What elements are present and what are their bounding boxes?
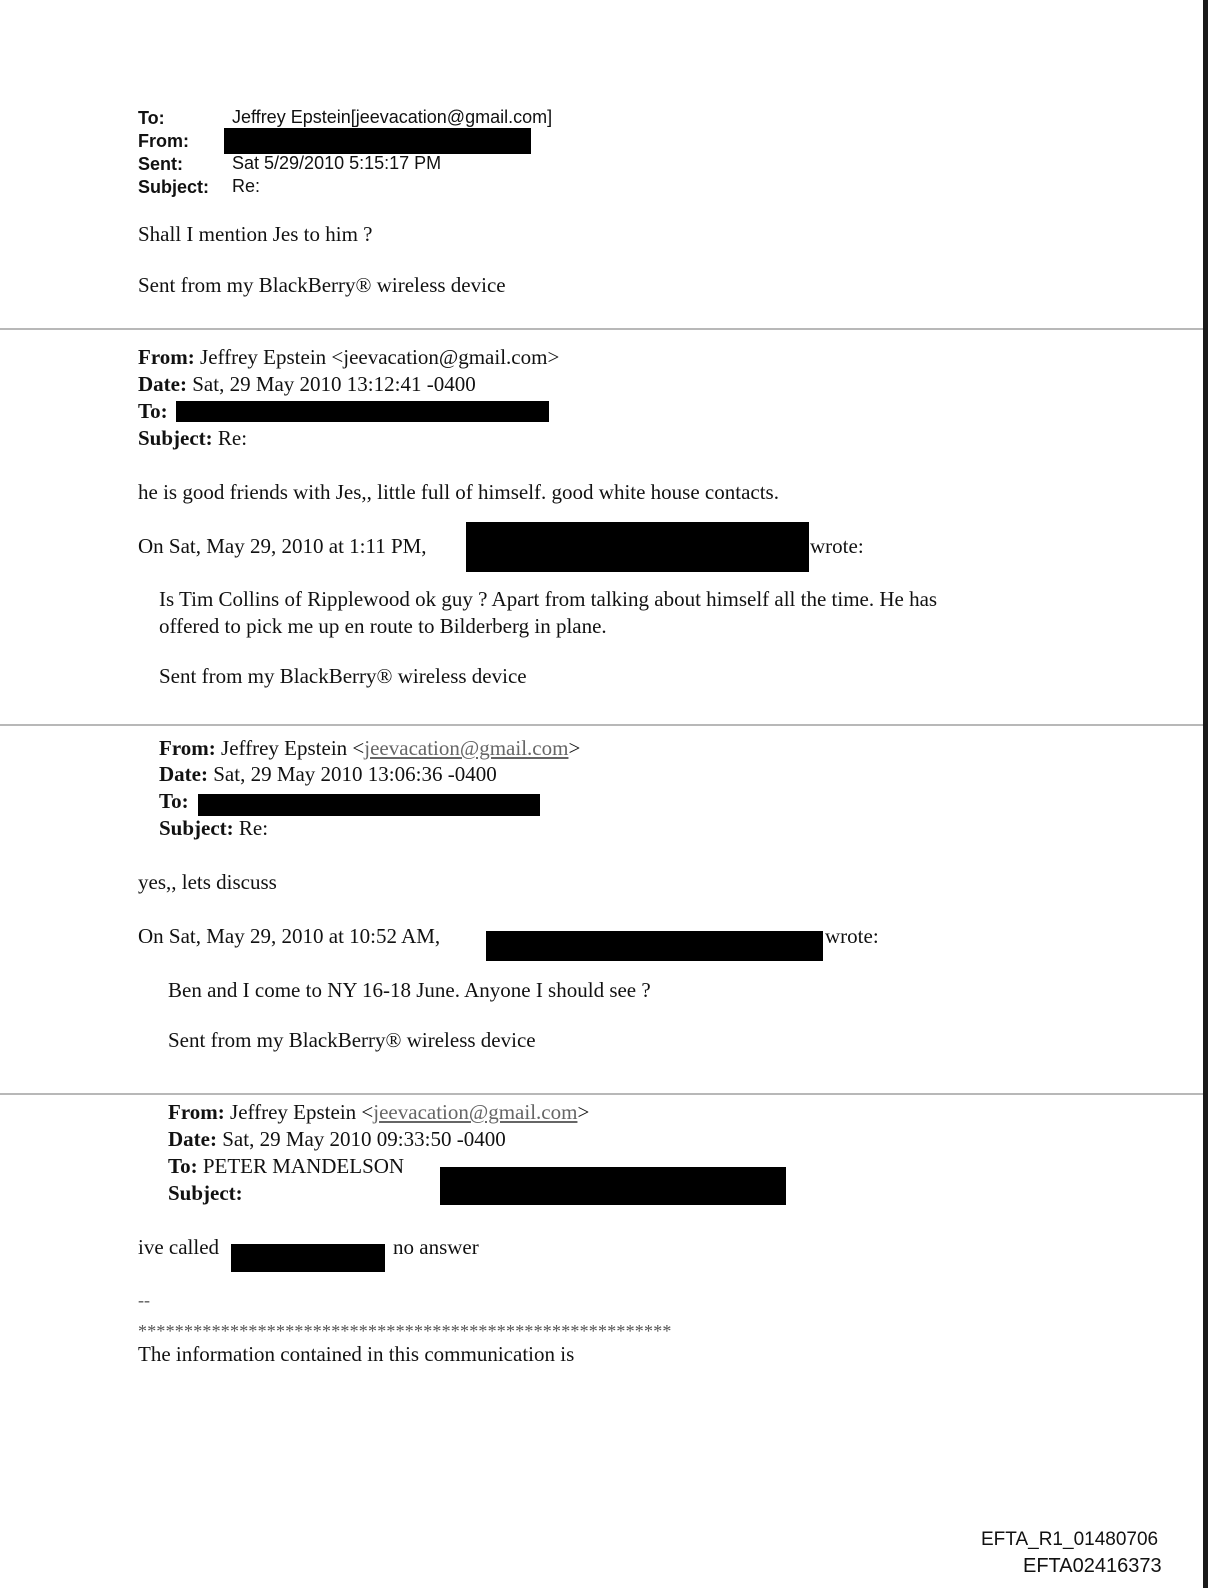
redaction-bar xyxy=(486,931,823,961)
redaction-bar xyxy=(440,1167,786,1205)
from-label: From: xyxy=(138,345,195,369)
quoted-line: Ben and I come to NY 16-18 June. Anyone I should see ? xyxy=(168,978,651,1002)
redaction-bar xyxy=(224,128,531,154)
subject-label: Subject: xyxy=(159,816,234,840)
to-label: To: xyxy=(168,1154,198,1178)
blackberry-signature: Sent from my BlackBerry® wireless device xyxy=(138,273,506,297)
from-label: From: xyxy=(168,1100,225,1124)
from-label: From: xyxy=(138,131,189,151)
redaction-bar xyxy=(198,794,540,816)
redaction-bar xyxy=(231,1244,385,1272)
message-body: Shall I mention Jes to him ? xyxy=(138,222,373,246)
date-value: Sat, 29 May 2010 13:06:36 -0400 xyxy=(213,762,497,786)
from-label: From: xyxy=(159,736,216,760)
subject-value: Re: xyxy=(217,426,248,450)
email-link[interactable]: jeevacation@gmail.com xyxy=(364,736,569,760)
date-value: Sat, 29 May 2010 09:33:50 -0400 xyxy=(222,1127,506,1151)
subject-value: Re: xyxy=(238,816,269,840)
page-edge xyxy=(1203,0,1208,1588)
bates-number: EFTA02416373 xyxy=(1023,1555,1162,1577)
signature-dashes: -- xyxy=(138,1290,150,1310)
body-prefix: ive called xyxy=(138,1235,220,1259)
blackberry-signature: Sent from my BlackBerry® wireless device xyxy=(168,1028,536,1052)
quote-suffix: wrote: xyxy=(825,924,879,948)
subject-label: Subject: xyxy=(168,1181,243,1205)
from-close: > xyxy=(568,736,581,760)
from-name: Jeffrey Epstein < xyxy=(221,736,365,760)
quoted-line: Is Tim Collins of Ripplewood ok guy ? Apart from talking about himself all the time. He has xyxy=(159,587,938,611)
subject-value: Re: xyxy=(232,176,261,196)
reply-body: he is good friends with Jes,, little full of himself. good white house contacts. xyxy=(138,480,779,504)
separator-line xyxy=(0,724,1203,726)
to-label: To: xyxy=(138,108,165,128)
to-value: PETER MANDELSON xyxy=(202,1154,405,1178)
subject-label: Subject: xyxy=(138,177,210,197)
sent-value: Sat 5/29/2010 5:15:17 PM xyxy=(232,153,442,173)
from-close: > xyxy=(577,1100,590,1124)
date-label: Date: xyxy=(159,762,208,786)
disclaimer-text: The information contained in this communication is xyxy=(138,1342,575,1366)
from-name: Jeffrey Epstein < xyxy=(230,1100,374,1124)
quote-prefix: On Sat, May 29, 2010 at 1:11 PM, xyxy=(138,534,427,558)
from-value: Jeffrey Epstein <jeevacation@gmail.com> xyxy=(200,345,560,369)
separator-line xyxy=(0,328,1203,330)
to-value: Jeffrey Epstein[jeevacation@gmail.com] xyxy=(232,107,553,127)
redaction-bar xyxy=(176,401,549,422)
quote-prefix: On Sat, May 29, 2010 at 10:52 AM, xyxy=(138,924,441,948)
quoted-line: offered to pick me up en route to Bilderberg in plane. xyxy=(159,614,607,638)
email-link[interactable]: jeevacation@gmail.com xyxy=(373,1100,578,1124)
separator-line xyxy=(0,1093,1203,1095)
quote-suffix: wrote: xyxy=(810,534,864,558)
bates-number: EFTA_R1_01480706 xyxy=(981,1529,1159,1550)
to-label: To: xyxy=(159,789,189,813)
date-value: Sat, 29 May 2010 13:12:41 -0400 xyxy=(192,372,476,396)
redaction-bar xyxy=(466,522,809,572)
date-label: Date: xyxy=(138,372,187,396)
to-label: To: xyxy=(138,399,168,423)
reply-body: yes,, lets discuss xyxy=(138,870,277,894)
blackberry-signature: Sent from my BlackBerry® wireless device xyxy=(159,664,527,688)
date-label: Date: xyxy=(168,1127,217,1151)
subject-label: Subject: xyxy=(138,426,213,450)
sent-label: Sent: xyxy=(138,154,183,174)
stars-separator: ********************************************************** xyxy=(138,1321,672,1341)
body-suffix: no answer xyxy=(393,1235,479,1259)
